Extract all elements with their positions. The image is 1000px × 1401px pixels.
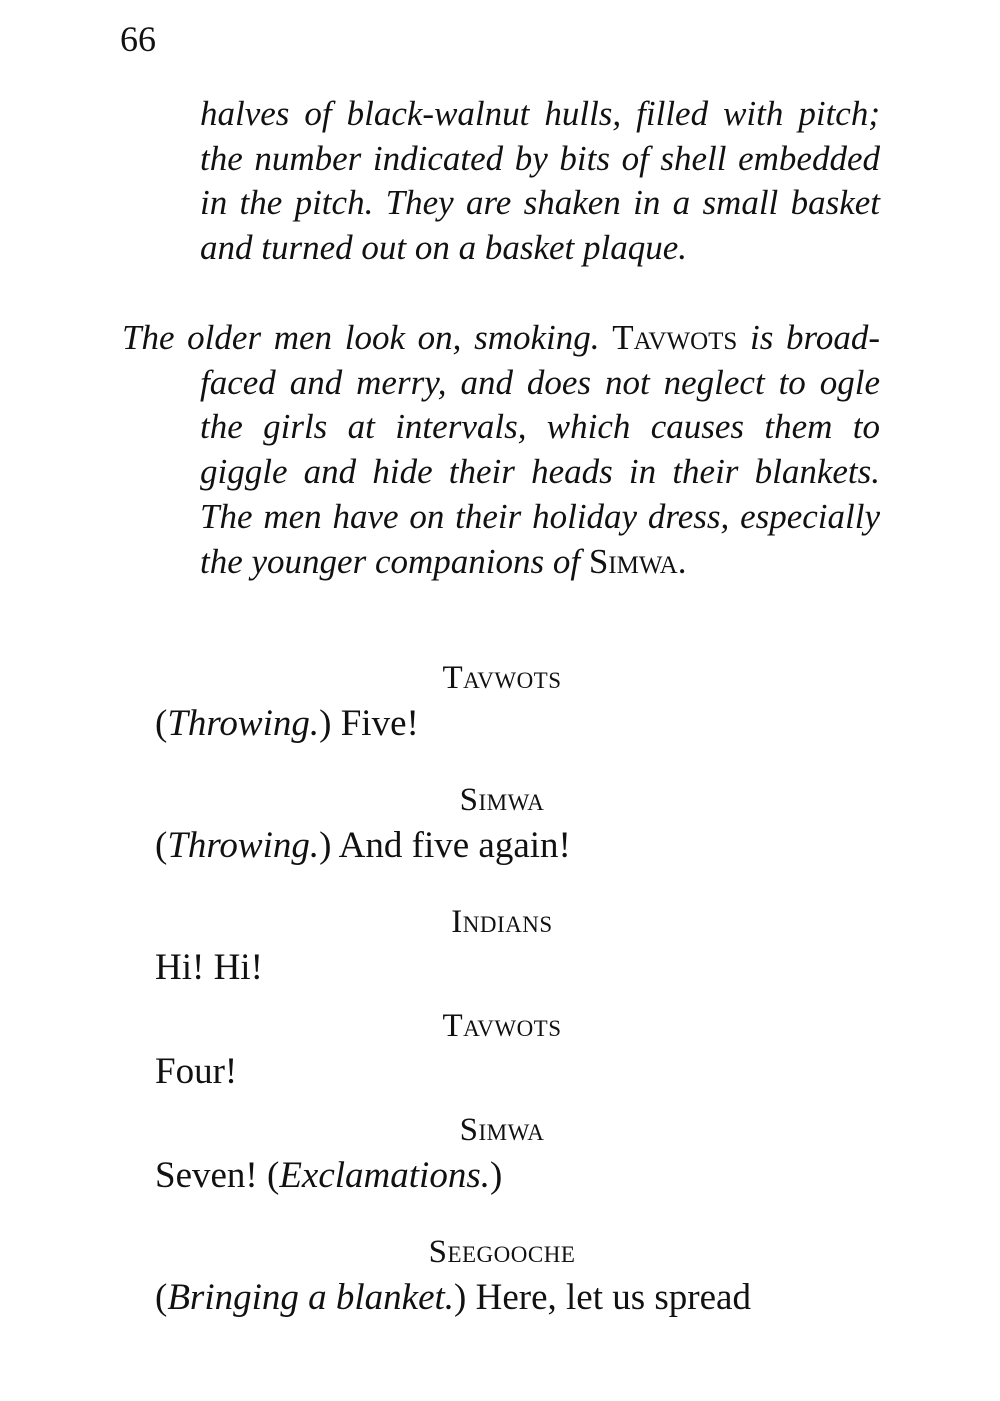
direction-text: .: [677, 541, 687, 581]
speaker-name: Tavwots: [442, 1008, 562, 1044]
paren: (: [155, 825, 168, 866]
speaker-name: Simwa: [459, 1112, 545, 1148]
dialogue-line: [155, 702, 419, 745]
speaker-name: Seegooche: [428, 1234, 576, 1270]
dialogue-line: [155, 1050, 237, 1093]
dialogue-line: [155, 824, 571, 867]
stage-direction: halves of black-walnut hulls, filled with pitch; the number indicated by bits of shell embedded in the pitch. They are shaken in a small basket and turned out on a basket plaque.: [200, 94, 880, 268]
speech: Five!: [331, 703, 419, 744]
dialogue-line: [155, 946, 263, 989]
paren: ): [319, 825, 332, 866]
paren: ): [489, 1155, 503, 1196]
stage-direction: [122, 316, 881, 584]
speaker-name: Tavwots: [442, 660, 562, 696]
stage-note: Throwing.: [167, 825, 320, 866]
speaker-name: Indians: [451, 904, 553, 940]
paren: ): [319, 703, 332, 744]
stage-note: Exclamations.: [279, 1155, 490, 1196]
character-name: Simwa: [588, 541, 678, 581]
paren: ): [454, 1277, 467, 1318]
stage-note: Throwing.: [167, 703, 320, 744]
paren: (: [155, 1277, 168, 1318]
speech: Four!: [155, 1051, 238, 1092]
direction-text: is broad-faced and merry, and does not neglect to ogle the girls at intervals, which causes them to giggle and hide their heads in their blankets. The men have on their holiday dress, especially the younger companions of: [200, 318, 881, 581]
stage-note: Bringing a blanket.: [167, 1277, 455, 1318]
paren: (: [267, 1155, 280, 1196]
dialogue-line: [155, 1154, 502, 1197]
speech: Seven!: [155, 1155, 267, 1196]
character-name: Tavwots: [612, 318, 738, 357]
speech: Hi! Hi!: [155, 947, 263, 988]
dialogue-line: [155, 1276, 751, 1319]
direction-lead: The: [122, 318, 175, 357]
speech: Here, let us spread: [466, 1277, 751, 1318]
direction-text: older men look on, smoking.: [174, 318, 613, 357]
paren: (: [155, 703, 168, 744]
speaker-name: Simwa: [459, 782, 545, 818]
page-number: 66: [120, 19, 156, 59]
speech: And five again!: [331, 825, 571, 866]
